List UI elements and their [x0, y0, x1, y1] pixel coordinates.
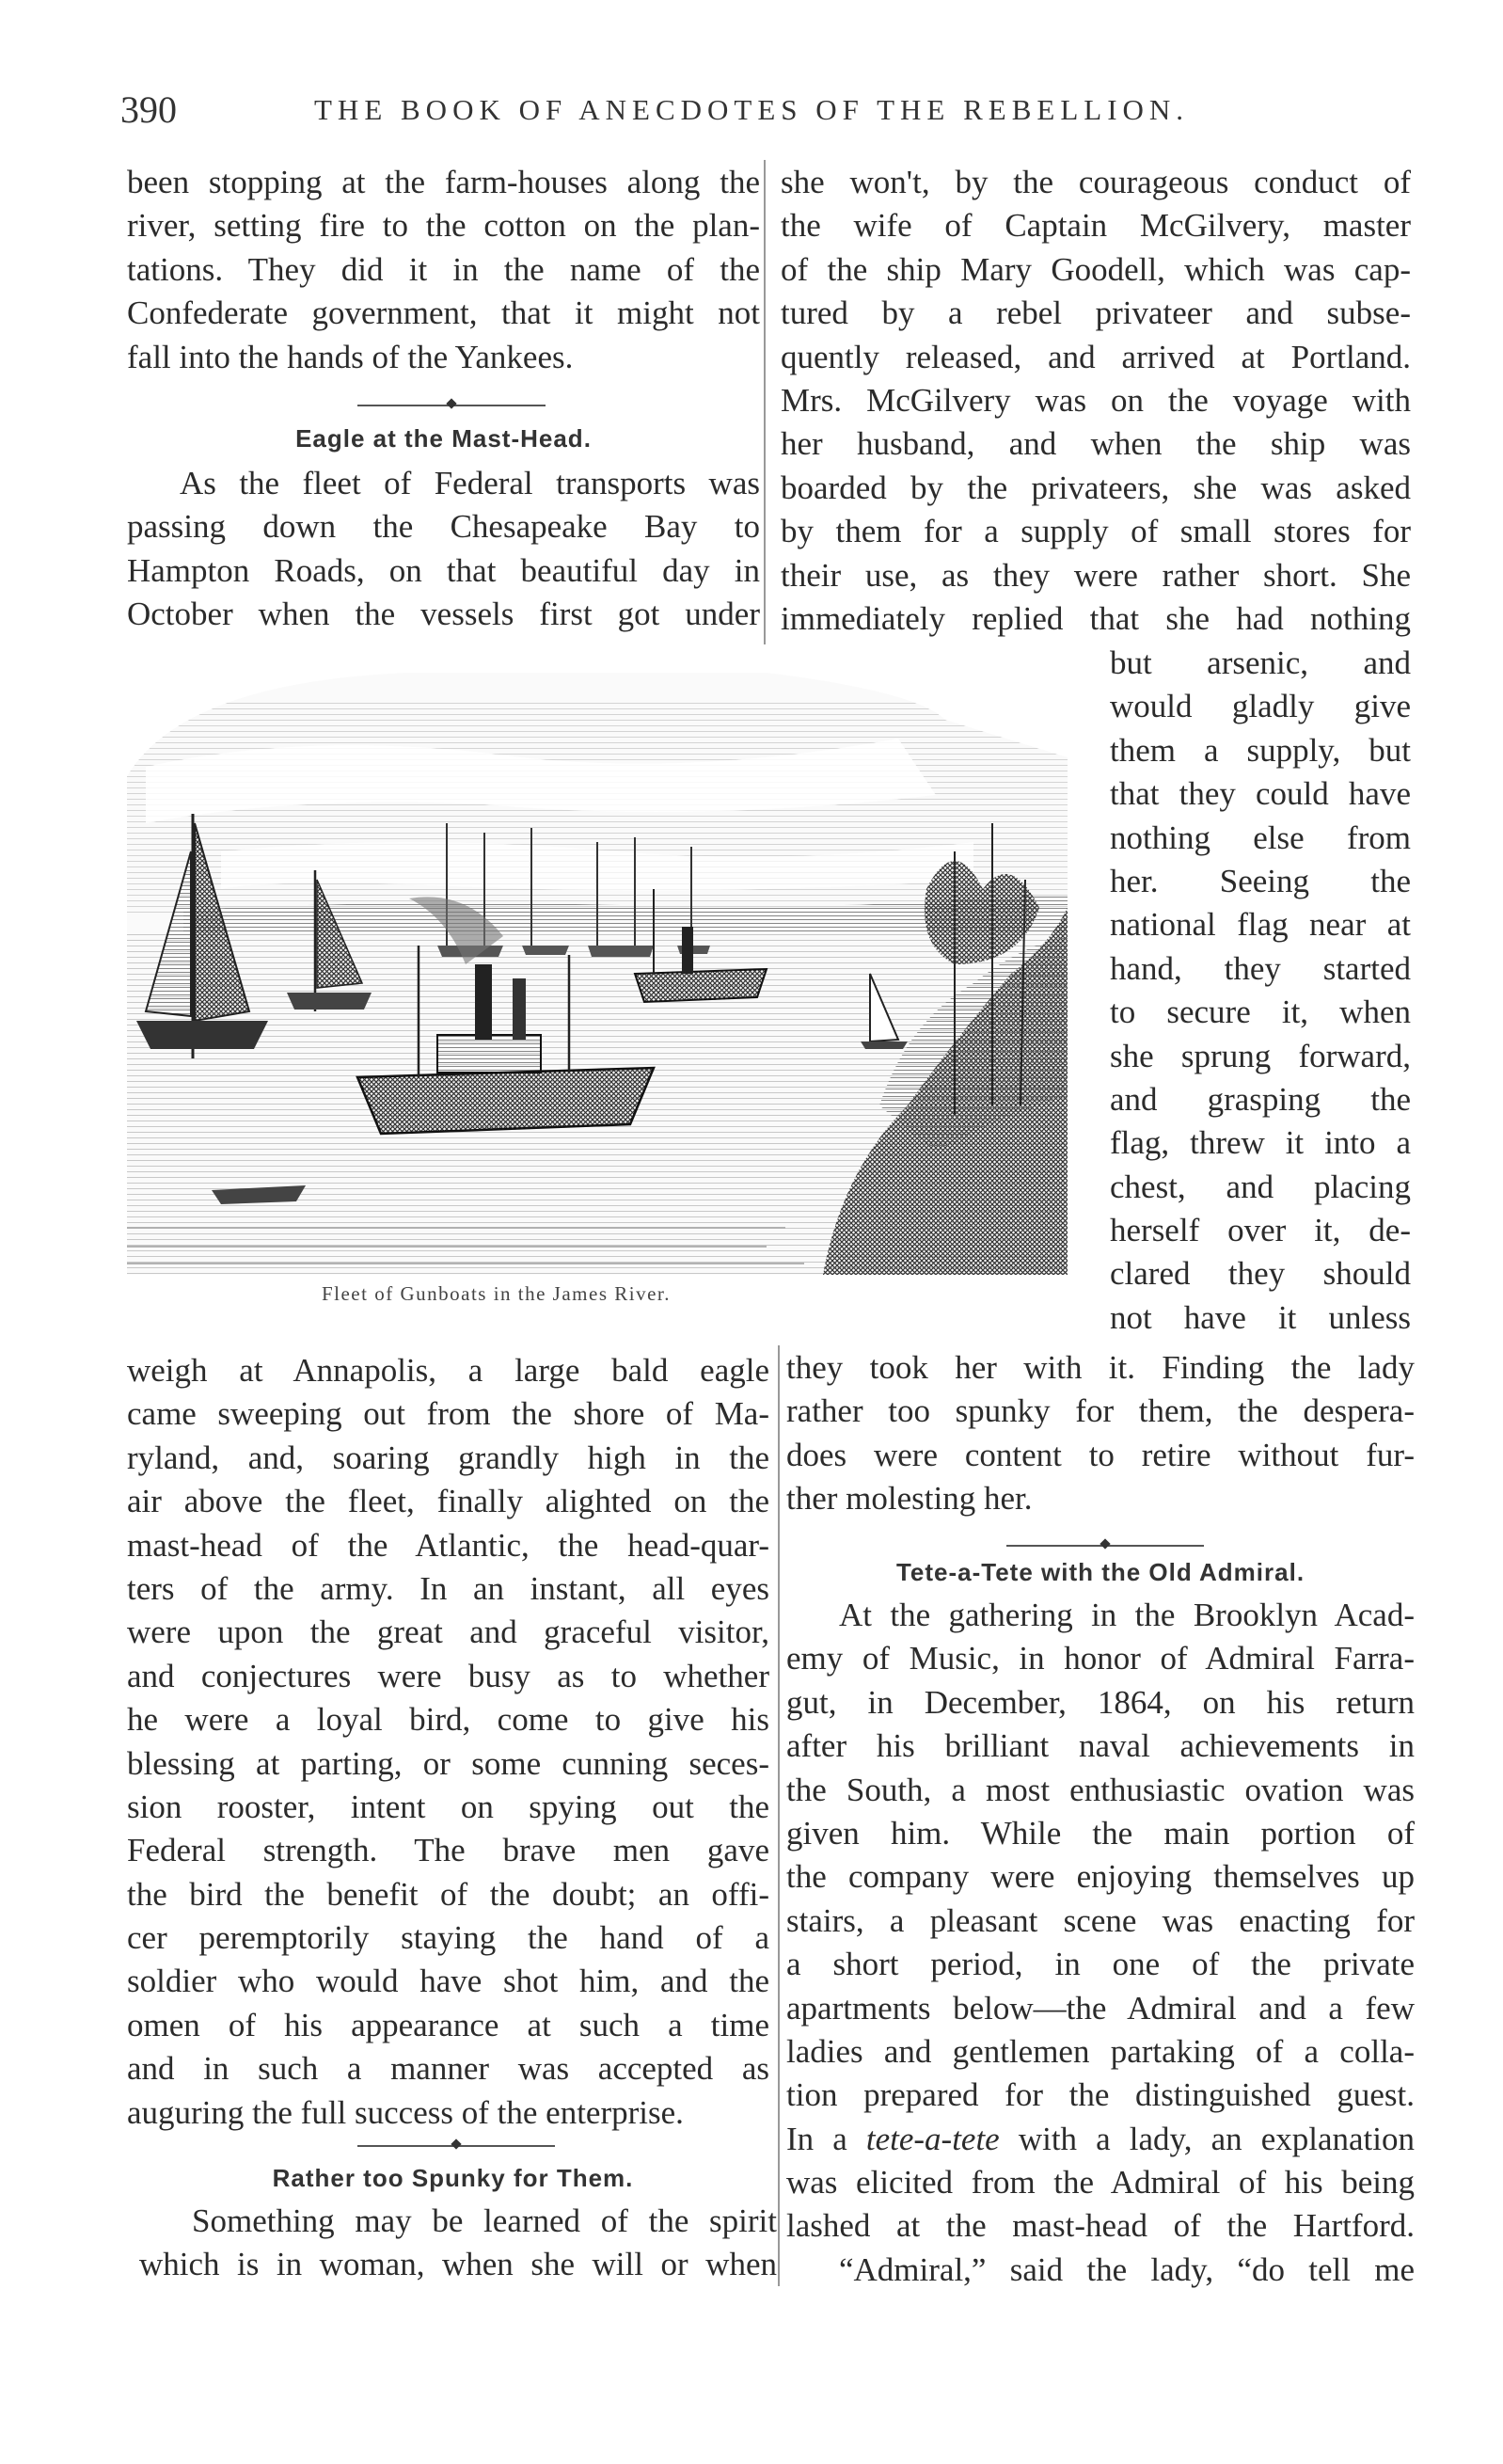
text-line: and conjectures were busy as to whether — [127, 1657, 769, 1694]
text-line: her. Seeing the — [1110, 862, 1411, 899]
text-line: he were a loyal bird, come to give his — [127, 1701, 769, 1739]
text-line: omen of his appearance at such a time — [127, 2006, 769, 2043]
text-line: their use, as they were rather short. She — [781, 556, 1411, 594]
text-line: by them for a supply of small stores for — [781, 513, 1411, 550]
text-line: them a supply, but — [1110, 731, 1411, 769]
text-line: Mrs. McGilvery was on the voyage with — [781, 381, 1411, 419]
text-line: ryland, and, soaring grandly high in the — [127, 1439, 769, 1476]
section-heading-spunky: Rather too Spunky for Them. — [272, 2164, 634, 2192]
text-line: tations. They did it in the name of the — [127, 250, 760, 288]
text-line: hand, they started — [1110, 949, 1411, 987]
spunky-paragraph-narrow — [1110, 642, 1411, 1340]
text-line: At the gathering in the Brooklyn Acad- — [839, 1597, 1415, 1633]
text-line: given him. While the main portion of — [786, 1814, 1415, 1852]
text-line: October when the vessels first got under — [127, 596, 760, 633]
section-heading-eagle: Eagle at the Mast-Head. — [295, 424, 592, 453]
text-line: that they could have — [1110, 775, 1411, 813]
text-line: “Admiral,” said the lady, “do tell me — [839, 2250, 1415, 2288]
text-line: and grasping the — [1110, 1080, 1411, 1118]
text-line: the wife of Captain McGilvery, master — [781, 207, 1411, 245]
section-separator — [357, 2145, 555, 2147]
text-line: would gladly give — [1110, 688, 1411, 725]
text-line: fall into the hands of the Yankees. — [127, 338, 574, 375]
text-line: emy of Music, in honor of Admiral Farra- — [786, 1640, 1415, 1677]
column-rule-top — [764, 160, 766, 644]
text-line: river, setting fire to the cotton on the plan- — [127, 207, 760, 245]
text-line: mast-head of the Atlantic, the head-quar- — [127, 1526, 769, 1564]
eagle-paragraph-bottom — [127, 1349, 769, 2135]
text-line: Something may be learned of the spirit — [192, 2202, 777, 2239]
text-run: with a lady, an explanation — [999, 2120, 1415, 2157]
text-line: the bird the benefit of the doubt; an offi- — [127, 1875, 769, 1913]
text-line: boarded by the privateers, she was asked — [781, 469, 1411, 506]
section-separator — [357, 405, 546, 406]
section-heading-tete: Tete-a-Tete with the Old Admiral. — [895, 1558, 1305, 1586]
spunky-paragraph-start — [139, 2200, 777, 2287]
column-rule-bottom — [778, 1345, 780, 2286]
text-line: herself over it, de- — [1110, 1212, 1411, 1249]
text-line: stairs, a pleasant scene was enacting for — [786, 1901, 1415, 1939]
text-line: weigh at Annapolis, a large bald eagle — [127, 1352, 769, 1389]
eagle-paragraph-top — [127, 462, 760, 637]
text-line: blessing at parting, or some cunning seces- — [127, 1744, 769, 1782]
text-line: they took her with it. Finding the lady — [786, 1349, 1415, 1386]
text-line: her husband, and when the ship was — [781, 425, 1411, 463]
text-line: of the ship Mary Goodell, which was cap- — [781, 250, 1411, 288]
text-line: not have it unless — [1110, 1298, 1411, 1336]
text-line: tured by a rebel privateer and subse- — [781, 294, 1411, 332]
illustration-caption: Fleet of Gunboats in the James River. — [321, 1282, 672, 1305]
text-line: passing down the Chesapeake Bay to — [127, 508, 760, 546]
text-line: she won't, by the courageous conduct of — [781, 164, 1411, 200]
text-line: immediately replied that she had nothing — [781, 599, 1411, 637]
text-line: but arsenic, and — [1110, 644, 1411, 681]
text-line: apartments below—the Admiral and a few — [786, 1989, 1415, 2027]
text-line: quently released, and arrived at Portland. — [781, 338, 1411, 375]
text-line: national flag near at — [1110, 906, 1411, 944]
text-line-italic — [786, 2118, 1415, 2161]
text-line: tion prepared for the distinguished guest. — [786, 2076, 1415, 2114]
text-line: to secure it, when — [1110, 994, 1411, 1031]
text-line: flag, threw it into a — [1110, 1124, 1411, 1162]
text-line: she sprung forward, — [1110, 1037, 1411, 1074]
text-line: chest, and placing — [1110, 1168, 1411, 1205]
text-line: ters of the army. In an instant, all eyes — [127, 1569, 769, 1607]
text-line: been stopping at the farm-houses along the — [127, 164, 760, 200]
text-line: auguring the full success of the enterprise. — [127, 2093, 684, 2131]
text-line: ladies and gentlemen partaking of a colla- — [786, 2032, 1415, 2070]
text-line: clared they should — [1110, 1255, 1411, 1293]
running-title: THE BOOK OF ANECDOTES OF THE REBELLION. — [314, 93, 1190, 126]
text-line: the South, a most enthusiastic ovation was — [786, 1771, 1415, 1808]
tete-paragraph — [786, 1594, 1415, 2292]
text-line: ther molesting her. — [786, 1480, 1033, 1518]
text-line: a short period, in one of the private — [786, 1946, 1415, 1983]
text-line: does were content to retire without fur- — [786, 1436, 1415, 1473]
text-line: Hampton Roads, on that beautiful day in — [127, 551, 760, 589]
text-line: sion rooster, intent on spying out the — [127, 1788, 769, 1825]
text-line: soldier who would have shot him, and the — [127, 1963, 769, 2000]
text-line: the company were enjoying themselves up — [786, 1858, 1415, 1896]
spunky-paragraph-top — [781, 161, 1411, 641]
text-line: nothing else from — [1110, 819, 1411, 856]
text-line: rather too spunky for them, the despera- — [786, 1392, 1415, 1430]
text-line: and in such a manner was accepted as — [127, 2050, 769, 2088]
text-line: Federal strength. The brave men gave — [127, 1832, 769, 1869]
spunky-paragraph-end — [786, 1346, 1415, 1521]
text-line: was elicited from the Admiral of his being — [786, 2164, 1415, 2202]
text-line: Confederate government, that it might not — [127, 294, 760, 332]
text-line: As the fleet of Federal transports was — [180, 465, 760, 501]
section-separator — [1006, 1545, 1204, 1547]
left-top-paragraph — [127, 161, 760, 379]
text-line: air above the fleet, finally alighted on the — [127, 1483, 769, 1520]
text-line: after his brilliant naval achievements in — [786, 1727, 1415, 1765]
text-line: cer peremptorily staying the hand of a — [127, 1919, 769, 1957]
text-line: which is in woman, when she will or when — [139, 2246, 777, 2283]
page-number: 390 — [120, 88, 177, 131]
text-line: were upon the great and graceful visitor, — [127, 1614, 769, 1651]
text-line: gut, in December, 1864, on his return — [786, 1683, 1415, 1721]
italic-phrase: tete-a-tete — [865, 2120, 1000, 2157]
text-line: lashed at the mast-head of the Hartford. — [786, 2207, 1415, 2245]
text-run: In a — [786, 2120, 866, 2157]
text-line: came sweeping out from the shore of Ma- — [127, 1395, 769, 1433]
gunboat-fleet-engraving — [127, 663, 1068, 1275]
